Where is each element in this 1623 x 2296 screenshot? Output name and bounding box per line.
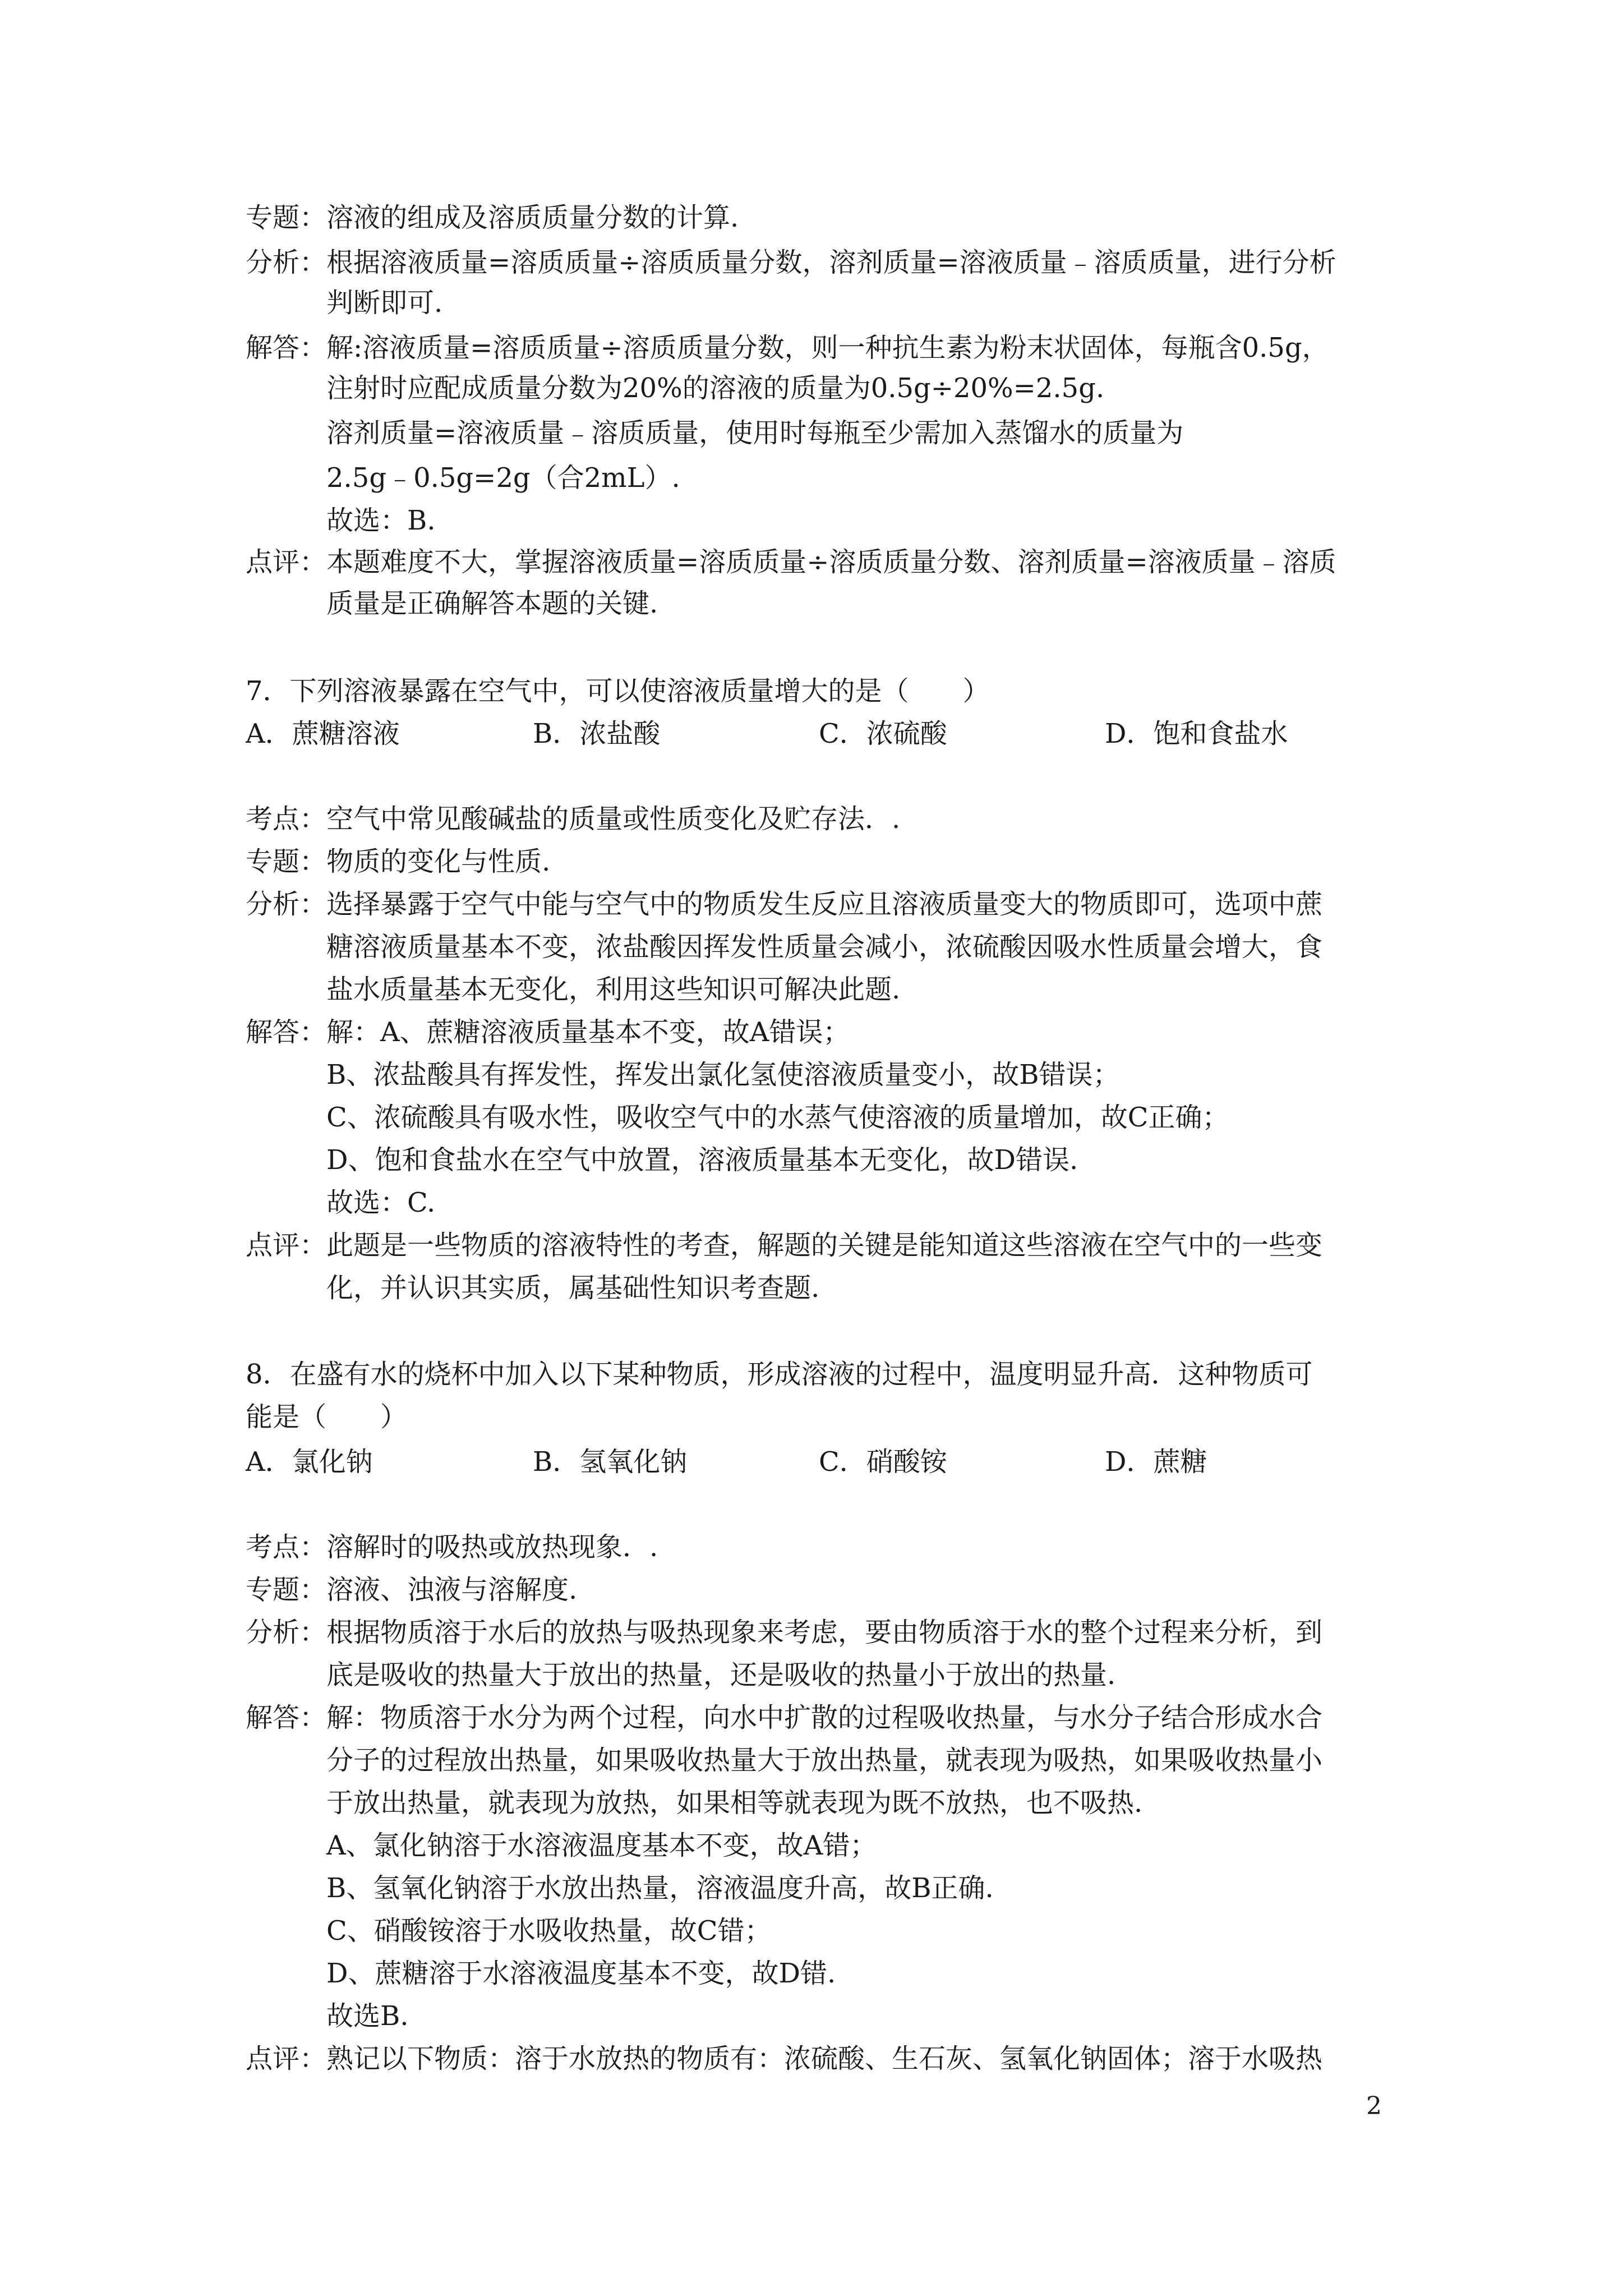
- q6-jieda-line-2: 注射时应配成质量分数为20%的溶液的质量为0.5g÷20%=2.5g.: [326, 372, 1105, 404]
- q7-jieda-line-1: 解答：解：A、蔗糖溶液质量基本不变，故A错误；: [246, 1016, 850, 1048]
- q8-question-line-2: 能是（ ）: [246, 1401, 408, 1433]
- q8-dianping-line-1: 点评：熟记以下物质：溶于水放热的物质有：浓硫酸、生石灰、氢氧化钠固体；溶于水吸热: [246, 2043, 1323, 2074]
- q7-fenxi-line-3: 盐水质量基本无变化，利用这些知识可解决此题.: [326, 974, 901, 1005]
- q7-kaodian: 考点：空气中常见酸碱盐的质量或性质变化及贮存法．.: [246, 803, 901, 835]
- page-number: 2: [1366, 2092, 1382, 2120]
- q7-dianping-line-2: 化，并认识其实质，属基础性知识考查题.: [326, 1272, 820, 1304]
- q8-option-d: D．蔗糖: [1105, 1446, 1207, 1478]
- q6-jieda-line-5: 故选：B.: [326, 505, 436, 536]
- q8-jieda-line-6: C、硝酸铵溶于水吸收热量，故C错；: [326, 1915, 772, 1947]
- q8-jieda-line-1: 解答：解：物质溶于水分为两个过程，向水中扩散的过程吸收热量，与水分子结合形成水合: [246, 1702, 1323, 1733]
- q7-option-a: A．蔗糖溶液: [246, 718, 400, 749]
- q7-jieda-line-5: 故选：C.: [326, 1187, 436, 1218]
- q7-option-d: D．饱和食盐水: [1105, 718, 1288, 749]
- q7-fenxi-line-2: 糖溶液质量基本不变，浓盐酸因挥发性质量会减小，浓硫酸因吸水性质量会增大，食: [326, 931, 1323, 963]
- q6-jieda-line-3: 溶剂质量=溶液质量﹣溶质质量，使用时每瓶至少需加入蒸馏水的质量为: [326, 417, 1184, 449]
- q8-jieda-line-4: A、氯化钠溶于水溶液温度基本不变，故A错；: [326, 1830, 877, 1861]
- q6-jieda-line-1: 解答：解:溶液质量=溶质质量÷溶质质量分数，则一种抗生素为粉末状固体，每瓶含0.5g，: [246, 332, 1329, 364]
- q7-question: 7．下列溶液暴露在空气中，可以使溶液质量增大的是（ ）: [246, 675, 990, 707]
- q8-question-line-1: 8．在盛有水的烧杯中加入以下某种物质，形成溶液的过程中，温度明显升高．这种物质可: [246, 1359, 1313, 1390]
- q8-kaodian: 考点：溶解时的吸热或放热现象．.: [246, 1531, 658, 1563]
- q6-fenxi-line-1: 分析：根据溶液质量=溶质质量÷溶质质量分数，溶剂质量=溶液质量﹣溶质质量，进行分析: [246, 247, 1336, 278]
- q6-fenxi-line-2: 判断即可.: [326, 287, 443, 319]
- q8-fenxi-line-1: 分析：根据物质溶于水后的放热与吸热现象来考虑，要由物质溶于水的整个过程来分析，到: [246, 1617, 1323, 1648]
- q7-jieda-line-3: C、浓硫酸具有吸水性，吸收空气中的水蒸气使溶液的质量增加，故C正确；: [326, 1102, 1229, 1133]
- q7-dianping-line-1: 点评：此题是一些物质的溶液特性的考查，解题的关键是能知道这些溶液在空气中的一些变: [246, 1230, 1323, 1261]
- q6-dianping-line-2: 质量是正确解答本题的关键.: [326, 588, 658, 619]
- q7-fenxi-line-1: 分析：选择暴露于空气中能与空气中的物质发生反应且溶液质量变大的物质即可，选项中蔗: [246, 889, 1323, 920]
- q6-jieda-line-4: 2.5g﹣0.5g=2g（合2mL）.: [326, 462, 680, 494]
- q8-zhuanti: 专题：溶液、浊液与溶解度.: [246, 1574, 578, 1605]
- q8-option-c: C．硝酸铵: [819, 1446, 947, 1478]
- q7-zhuanti: 专题：物质的变化与性质.: [246, 846, 551, 877]
- q8-option-b: B．氢氧化钠: [533, 1446, 688, 1478]
- q8-option-a: A．氯化钠: [246, 1446, 373, 1478]
- q8-jieda-line-7: D、蔗糖溶于水溶液温度基本不变，故D错.: [326, 1958, 836, 1989]
- q7-option-c: C．浓硫酸: [819, 718, 947, 749]
- q8-jieda-line-3: 于放出热量，就表现为放热，如果相等就表现为既不放热，也不吸热.: [326, 1787, 1143, 1819]
- q6-zhuanti: 专题：溶液的组成及溶质质量分数的计算.: [246, 202, 739, 233]
- q8-jieda-line-8: 故选B.: [326, 2000, 409, 2032]
- q7-option-b: B．浓盐酸: [533, 718, 661, 749]
- q7-jieda-line-4: D、饱和食盐水在空气中放置，溶液质量基本无变化，故D错误.: [326, 1144, 1078, 1176]
- q8-jieda-line-2: 分子的过程放出热量，如果吸收热量大于放出热量，就表现为吸热，如果吸收热量小: [326, 1745, 1323, 1776]
- q7-jieda-line-2: B、浓盐酸具有挥发性，挥发出氯化氢使溶液质量变小，故B错误；: [326, 1059, 1120, 1091]
- q8-jieda-line-5: B、氢氧化钠溶于水放出热量，溶液温度升高，故B正确.: [326, 1872, 994, 1904]
- q6-dianping-line-1: 点评：本题难度不大，掌握溶液质量=溶质质量÷溶质质量分数、溶剂质量=溶液质量﹣溶质: [246, 546, 1336, 578]
- q8-fenxi-line-2: 底是吸收的热量大于放出的热量，还是吸收的热量小于放出的热量.: [326, 1659, 1116, 1691]
